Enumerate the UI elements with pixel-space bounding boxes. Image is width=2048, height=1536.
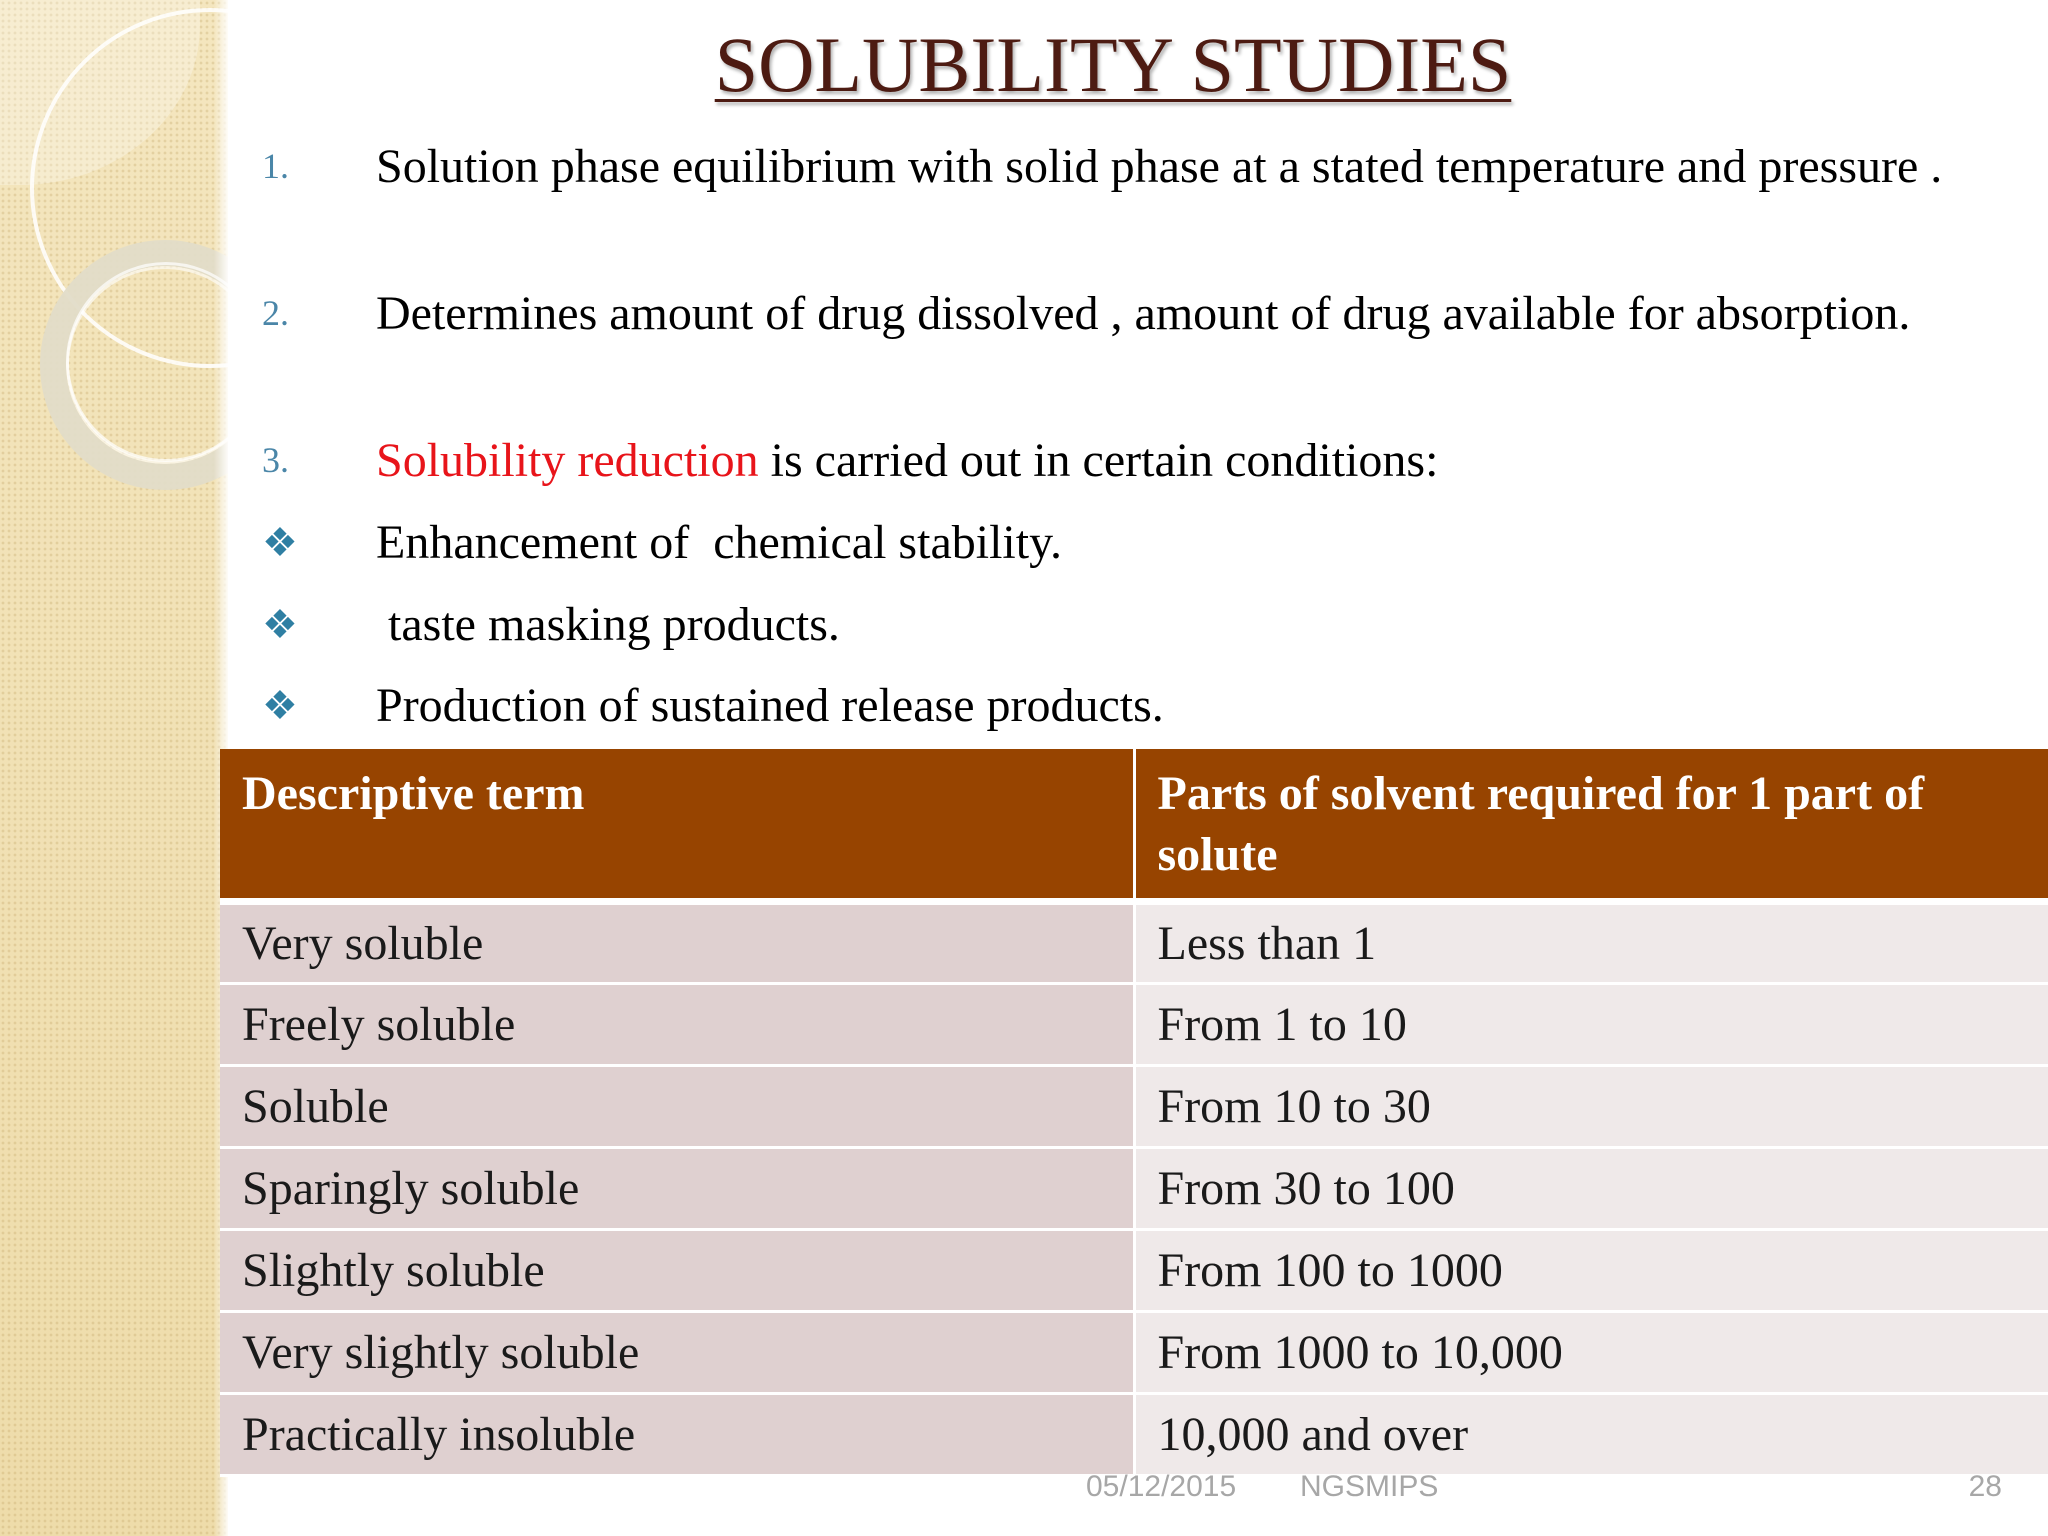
solubility-table — [220, 749, 2048, 1477]
cell-parts: From 10 to 30 — [1134, 1065, 2048, 1147]
table-header-row — [220, 749, 2048, 901]
sub-point-1 — [262, 510, 1994, 575]
numbered-point-2 — [262, 281, 1994, 346]
point-number: 2. — [262, 293, 289, 333]
point-text: Solution phase equilibrium with solid phase at a stated temperature and pressure . — [376, 140, 1943, 193]
table-row — [220, 1147, 2048, 1229]
cell-term: Practically insoluble — [220, 1393, 1134, 1475]
cell-term: Very slightly soluble — [220, 1311, 1134, 1393]
cell-parts: From 100 to 1000 — [1134, 1229, 2048, 1311]
table-row — [220, 983, 2048, 1065]
header-parts-of-solvent: Parts of solvent required for 1 part of solute — [1134, 749, 2048, 901]
cell-parts: From 30 to 100 — [1134, 1147, 2048, 1229]
footer-date: 05/12/2015 — [1086, 1470, 1237, 1503]
point-text-rest: is carried out in certain conditions: — [758, 434, 1439, 487]
sub-point-text: Production of sustained release products. — [376, 679, 1164, 732]
diamond-bullet-icon: ❖ — [262, 520, 298, 565]
point-number: 3. — [262, 440, 289, 480]
numbered-point-1 — [262, 134, 1994, 199]
cell-parts: From 1 to 10 — [1134, 983, 2048, 1065]
header-descriptive-term: Descriptive term — [220, 749, 1134, 901]
cell-parts: Less than 1 — [1134, 901, 2048, 983]
cell-term: Slightly soluble — [220, 1229, 1134, 1311]
point-number: 1. — [262, 146, 289, 186]
decorative-side-panel — [0, 0, 228, 1536]
table-row — [220, 1393, 2048, 1475]
point-text: Determines amount of drug dissolved , amount of drug available for absorption. — [376, 287, 1911, 340]
sub-point-text: Enhancement of chemical stability. — [376, 516, 1062, 569]
slide-number: 28 — [1968, 1470, 2002, 1503]
cell-parts: From 1000 to 10,000 — [1134, 1311, 2048, 1393]
footer-organization: NGSMIPS — [1300, 1470, 1439, 1503]
cell-parts: 10,000 and over — [1134, 1393, 2048, 1475]
diamond-bullet-icon: ❖ — [262, 683, 298, 728]
numbered-point-3 — [262, 428, 1994, 493]
table-row — [220, 1311, 2048, 1393]
cell-term: Very soluble — [220, 901, 1134, 983]
point-text — [376, 428, 1994, 493]
cell-term: Freely soluble — [220, 983, 1134, 1065]
cell-term: Soluble — [220, 1065, 1134, 1147]
diamond-bullet-icon: ❖ — [262, 602, 298, 647]
table-row — [220, 1065, 2048, 1147]
highlighted-term: Solubility reduction — [376, 434, 759, 487]
table-row — [220, 1229, 2048, 1311]
cell-term: Sparingly soluble — [220, 1147, 1134, 1229]
sub-point-2 — [262, 592, 1994, 657]
table-row — [220, 901, 2048, 983]
slide-title: SOLUBILITY STUDIES — [714, 21, 1512, 108]
sub-point-text: taste masking products. — [376, 598, 840, 651]
sub-point-3 — [262, 673, 1994, 738]
